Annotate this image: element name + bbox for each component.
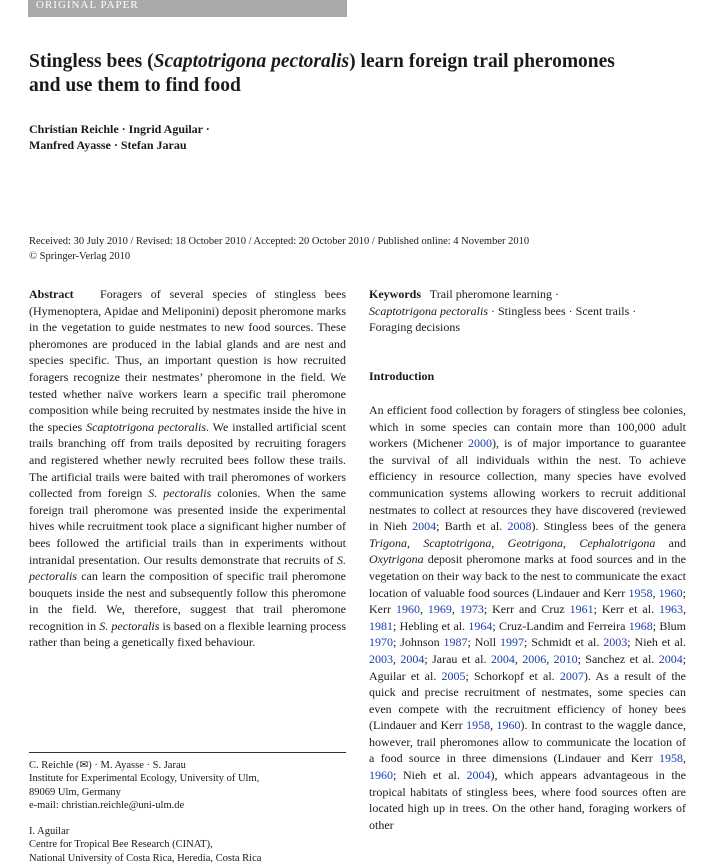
- citation-link[interactable]: 2004: [400, 651, 425, 666]
- genus-name: Trigona: [369, 535, 408, 550]
- citation-link[interactable]: 1970: [369, 635, 393, 650]
- species-name: S. pectoralis: [99, 618, 160, 633]
- title-pre: Stingless bees (: [29, 51, 154, 72]
- citation-link[interactable]: 2004: [490, 651, 515, 666]
- citation-link[interactable]: 1981: [369, 618, 393, 633]
- history-dates: Received: 30 July 2010 / Revised: 18 October 2010 / Accepted: 20 October 2010 / Published online: 4 November 2010: [29, 236, 530, 247]
- citation-link[interactable]: 2004: [412, 519, 437, 534]
- abstract: [29, 286, 346, 651]
- abstract-text: Abstract Foragers of several species of stingless bees (Hymenoptera, Apidae and Meliponini) deposit pheromone marks in the vegetation to guide nestmates to new food sources. These pheromones are produced in the labial glands and are nest and species specific. Thus, an important question is how recruited foragers recognize their nestmates’ pheromone in the field. We tested whether naïve workers learn a specific trail pheromone composition while being recruited by nestmates inside the hive in the species Scaptotrigona pectoralis. We installed artificial scent trails branching off from trails deposited by recruiting foragers and registered whether newly recruited bees follow these trails. The artificial trails were baited with trail pheromones of workers collected from foreign S. pectoralis colonies. When the same foreign trail pheromone was presented inside the experimental hives while recruitment took place a significant higher number of bees followed the artificial trails than in experiments without intranidal presentation. Our results demonstrate that recruits of S. pectoralis can learn the composition of specific trail pheromone bouquets inside the nest and subsequently follow this pheromone in the field. We, therefore, suggest that trail pheromone recognition in S. pectoralis is based on a flexible learning process rather than being a genetically fixed behaviour.: [29, 287, 347, 650]
- citation-link[interactable]: 1973: [459, 602, 484, 617]
- keyword: Scaptotrigona pectoralis: [369, 303, 488, 318]
- citation-link[interactable]: 1958: [466, 718, 491, 733]
- genus-name: Geotrigona: [507, 535, 564, 550]
- genus-name: Scaptotrigona: [423, 535, 492, 550]
- citation-link[interactable]: 1997: [500, 635, 524, 650]
- citation-link[interactable]: 2004: [466, 768, 491, 783]
- author-list: [29, 121, 529, 153]
- affiliation-authors: I. Aguilar: [29, 826, 70, 837]
- citation-link[interactable]: 1958: [628, 585, 653, 600]
- footnote-divider: [29, 752, 346, 753]
- species-name: S. pectoralis: [148, 486, 212, 501]
- genus-name: Cephalotrigona: [579, 535, 656, 550]
- citation-link[interactable]: 2004: [658, 651, 683, 666]
- citation-link[interactable]: 2005: [441, 668, 466, 683]
- keywords-label: Keywords: [369, 287, 421, 301]
- intro-paragraph: An efficient food collection by foragers of stingless bee colonies, which in some species can contain more than 100,000 adult workers (Michener 2000), is of major importance to guarantee the survival of all individuals within the nest. To achieve efficiency in resource collection, many species have evolved communication systems allowing workers to recruit additional nestmates to collect at resources they have discovered (reviewed in Nieh 2004; Barth et al. 2008). Stingless bees of the genera Trigona, Scaptotrigona, Geotrigona, Cephalotrigona and Oxytrigona deposit pheromone marks at food sources and in the vegetation on their way back to the nest to communicate the exact location of valuable food sources (Lindauer and Kerr 1958, 1960; Kerr 1960, 1969, 1973; Kerr and Cruz 1961; Kerr et al. 1963, 1981; Hebling et al. 1964; Cruz-Landim and Ferreira 1968; Blum 1970; Johnson 1987; Noll 1997; Schmidt et al. 2003; Nieh et al. 2003, 2004; Jarau et al. 2004, 2006, 2010; Sanchez et al. 2004; Aguilar et al. 2005; Schorkopf et al. 2007). As a result of the quick and precise recruitment of nestmates, some species can even compete with the recruitment efficiency of honey bees (Lindauer and Kerr 1958, 1960). In contrast to the waggle dance, however, trail pheromones allow to communicate the location of a food source in three dimensions (Lindauer and Kerr 1958, 1960; Nieh et al. 2004), which appears advantageous in the tropical habitats of stingless bees, where food sources often are located high up in trees. On the other hand, foraging workers of other: [369, 403, 687, 832]
- keyword: · Stingless bees · Scent trails ·: [488, 303, 637, 318]
- affiliation-institute: Institute for Experimental Ecology, University of Ulm,: [29, 773, 260, 785]
- citation-link[interactable]: 2000: [467, 436, 492, 451]
- citation-link[interactable]: 1960: [395, 602, 420, 617]
- article-type-label: ORIGINAL PAPER: [36, 0, 139, 11]
- citation-link[interactable]: 1961: [569, 602, 594, 617]
- keyword: Trail pheromone learning ·: [429, 287, 559, 301]
- species-name: S. pectoralis: [29, 552, 346, 584]
- author-line: Christian Reichle · Ingrid Aguilar ·: [29, 122, 210, 136]
- citation-link[interactable]: 1960: [496, 718, 521, 733]
- affiliation-cinat: [29, 825, 346, 865]
- affiliation-address: National University of Costa Rica, Heredia, Costa Rica: [29, 852, 262, 864]
- citation-link[interactable]: 1963: [659, 602, 684, 617]
- section-heading-introduction: Introduction: [369, 369, 435, 383]
- publication-history: [29, 234, 669, 264]
- citation-link[interactable]: 1968: [628, 618, 653, 633]
- affiliation-address: 89069 Ulm, Germany: [29, 786, 121, 798]
- citation-link[interactable]: 2007: [559, 668, 584, 683]
- citation-link[interactable]: 2003: [369, 651, 393, 666]
- keywords-line-1: [369, 286, 686, 303]
- citation-link[interactable]: 1958: [659, 751, 683, 766]
- keywords: [369, 286, 686, 336]
- keywords-line-2: [369, 303, 686, 320]
- article-type-banner: [28, 0, 347, 17]
- affiliation-email[interactable]: e-mail: christian.reichle@uni-ulm.de: [29, 800, 185, 812]
- citation-link[interactable]: 1960: [369, 768, 393, 783]
- title-species: Scaptotrigona pectoralis: [153, 51, 350, 72]
- abstract-label: Abstract: [29, 287, 74, 301]
- affiliation-authors: C. Reichle (✉) · M. Ayasse · S. Jarau: [29, 760, 186, 771]
- citation-link[interactable]: 2010: [553, 651, 578, 666]
- title-post: ) learn foreign trail pheromones and use them to find food: [29, 51, 615, 96]
- species-name: Scaptotrigona pectoralis: [86, 419, 206, 434]
- citation-link[interactable]: 2008: [507, 519, 532, 534]
- keyword: Foraging decisions: [369, 320, 460, 335]
- citation-link[interactable]: 2003: [603, 635, 628, 650]
- envelope-icon[interactable]: ✉: [79, 760, 89, 771]
- citation-link[interactable]: 2006: [522, 651, 547, 666]
- copyright-line: © Springer-Verlag 2010: [29, 251, 131, 262]
- citation-link[interactable]: 1960: [658, 585, 683, 600]
- citation-link[interactable]: 1964: [468, 618, 493, 633]
- citation-link[interactable]: 1987: [443, 635, 468, 650]
- genus-name: Oxytrigona: [369, 552, 424, 567]
- affiliation-institute: Centre for Tropical Bee Research (CINAT),: [29, 839, 213, 851]
- article-title: [29, 50, 629, 98]
- author-line: Manfred Ayasse · Stefan Jarau: [29, 138, 187, 152]
- affiliation-ulm: [29, 759, 346, 813]
- introduction-body: [369, 402, 686, 833]
- citation-link[interactable]: 1969: [427, 602, 452, 617]
